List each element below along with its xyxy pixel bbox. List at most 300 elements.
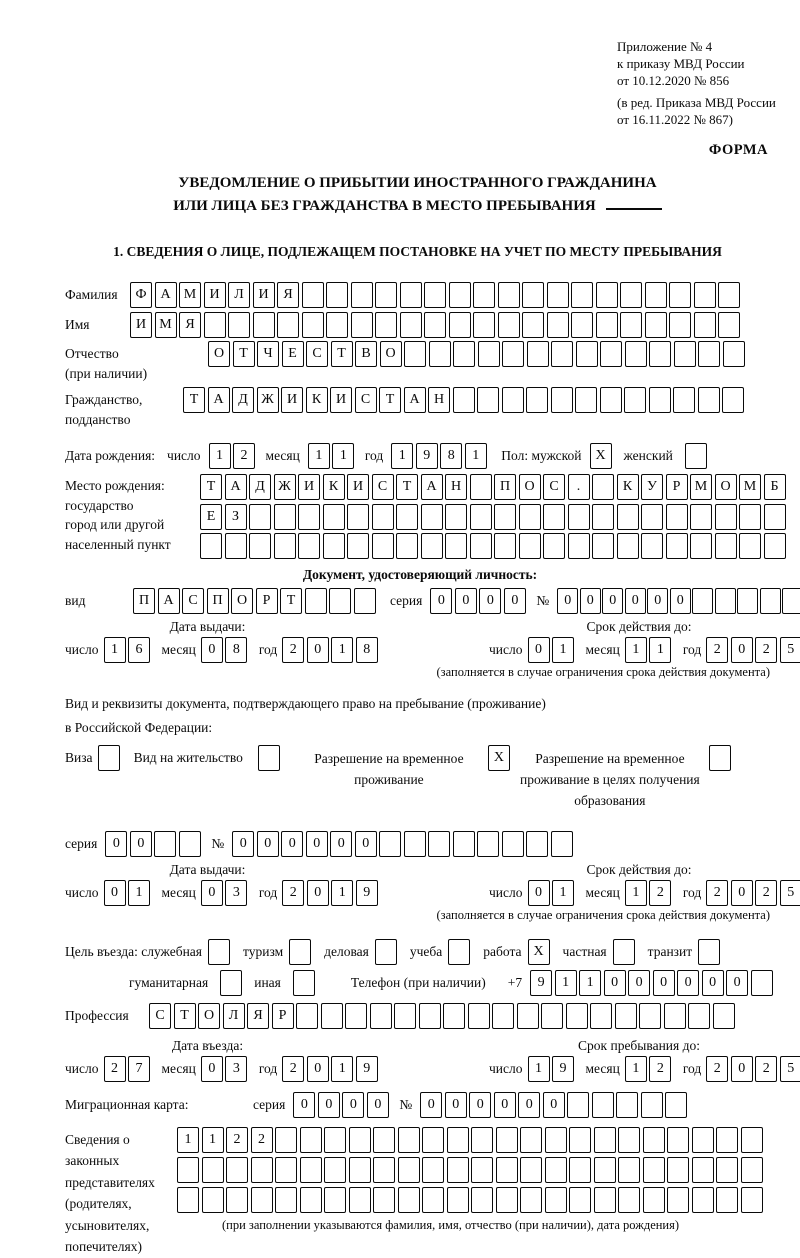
char-cell[interactable]: 0 [307, 1056, 329, 1082]
char-cell[interactable] [324, 1127, 346, 1153]
char-cell[interactable]: Д [232, 387, 254, 413]
char-cell[interactable] [249, 533, 271, 559]
char-cell[interactable] [422, 1127, 444, 1153]
char-cell[interactable] [716, 1127, 738, 1153]
char-cell[interactable]: Ж [274, 474, 296, 500]
char-cell[interactable]: Т [396, 474, 418, 500]
char-cell[interactable]: 0 [677, 970, 699, 996]
char-cell[interactable]: И [204, 282, 226, 308]
char-cell[interactable] [592, 504, 614, 530]
char-cell[interactable] [329, 588, 351, 614]
char-cell[interactable] [468, 1003, 490, 1029]
char-cell[interactable] [694, 312, 716, 338]
char-cell[interactable]: 0 [201, 880, 223, 906]
char-cell[interactable] [275, 1127, 297, 1153]
char-cell[interactable] [592, 533, 614, 559]
char-cell[interactable] [594, 1157, 616, 1183]
char-cell[interactable]: К [323, 474, 345, 500]
purpose-work-checkbox[interactable]: X [528, 939, 550, 965]
char-cell[interactable] [547, 282, 569, 308]
char-cell[interactable]: П [133, 588, 155, 614]
char-cell[interactable] [226, 1157, 248, 1183]
char-cell[interactable] [741, 1127, 763, 1153]
char-cell[interactable] [641, 504, 663, 530]
char-cell[interactable]: О [715, 474, 737, 500]
char-cell[interactable] [520, 1127, 542, 1153]
char-cell[interactable] [620, 282, 642, 308]
char-cell[interactable] [470, 533, 492, 559]
char-cell[interactable] [321, 1003, 343, 1029]
char-cell[interactable] [643, 1157, 665, 1183]
char-cell[interactable] [228, 312, 250, 338]
char-cell[interactable] [494, 533, 516, 559]
char-cell[interactable]: 1 [209, 443, 231, 469]
char-cell[interactable] [347, 533, 369, 559]
char-cell[interactable] [715, 533, 737, 559]
char-cell[interactable] [324, 1187, 346, 1213]
char-cell[interactable] [566, 1003, 588, 1029]
char-cell[interactable] [422, 1187, 444, 1213]
char-cell[interactable] [716, 1187, 738, 1213]
char-cell[interactable] [502, 387, 524, 413]
char-cell[interactable] [545, 1127, 567, 1153]
char-cell[interactable] [347, 504, 369, 530]
char-cell[interactable]: И [298, 474, 320, 500]
char-cell[interactable]: 2 [755, 880, 777, 906]
char-cell[interactable]: 2 [706, 1056, 728, 1082]
char-cell[interactable] [449, 312, 471, 338]
char-cell[interactable] [741, 1157, 763, 1183]
char-cell[interactable] [545, 1187, 567, 1213]
char-cell[interactable]: 2 [251, 1127, 273, 1153]
char-cell[interactable]: 1 [552, 637, 574, 663]
char-cell[interactable] [398, 1187, 420, 1213]
char-cell[interactable]: Ф [130, 282, 152, 308]
char-cell[interactable] [739, 504, 761, 530]
char-cell[interactable] [494, 504, 516, 530]
char-cell[interactable]: Р [256, 588, 278, 614]
char-cell[interactable]: 1 [552, 880, 574, 906]
char-cell[interactable] [615, 1003, 637, 1029]
char-cell[interactable] [667, 1127, 689, 1153]
char-cell[interactable] [351, 282, 373, 308]
char-cell[interactable] [718, 282, 740, 308]
char-cell[interactable] [664, 1003, 686, 1029]
char-cell[interactable]: 0 [625, 588, 646, 614]
char-cell[interactable] [422, 1157, 444, 1183]
char-cell[interactable] [522, 312, 544, 338]
char-cell[interactable] [751, 970, 773, 996]
char-cell[interactable]: 9 [356, 880, 378, 906]
char-cell[interactable] [715, 504, 737, 530]
char-cell[interactable] [645, 312, 667, 338]
char-cell[interactable]: 2 [104, 1056, 126, 1082]
char-cell[interactable] [470, 474, 492, 500]
char-cell[interactable]: А [158, 588, 180, 614]
char-cell[interactable]: Р [272, 1003, 294, 1029]
char-cell[interactable] [600, 387, 622, 413]
char-cell[interactable] [445, 533, 467, 559]
char-cell[interactable] [202, 1157, 224, 1183]
char-cell[interactable] [447, 1127, 469, 1153]
char-cell[interactable]: 0 [518, 1092, 540, 1118]
char-cell[interactable] [596, 282, 618, 308]
char-cell[interactable]: А [404, 387, 426, 413]
char-cell[interactable] [473, 312, 495, 338]
char-cell[interactable] [692, 1127, 714, 1153]
char-cell[interactable] [302, 282, 324, 308]
char-cell[interactable] [154, 831, 176, 857]
char-cell[interactable]: А [208, 387, 230, 413]
char-cell[interactable]: И [281, 387, 303, 413]
char-cell[interactable]: О [208, 341, 230, 367]
char-cell[interactable]: 0 [602, 588, 623, 614]
char-cell[interactable]: 0 [130, 831, 152, 857]
char-cell[interactable]: 0 [367, 1092, 389, 1118]
char-cell[interactable] [551, 387, 573, 413]
char-cell[interactable]: 2 [649, 880, 671, 906]
char-cell[interactable]: 2 [282, 880, 304, 906]
char-cell[interactable] [764, 504, 786, 530]
char-cell[interactable] [519, 504, 541, 530]
char-cell[interactable]: 0 [420, 1092, 442, 1118]
char-cell[interactable]: П [207, 588, 229, 614]
char-cell[interactable] [372, 533, 394, 559]
char-cell[interactable]: 0 [647, 588, 668, 614]
char-cell[interactable] [177, 1187, 199, 1213]
char-cell[interactable] [477, 387, 499, 413]
char-cell[interactable] [526, 831, 548, 857]
char-cell[interactable] [764, 533, 786, 559]
char-cell[interactable] [547, 312, 569, 338]
char-cell[interactable]: 1 [555, 970, 577, 996]
char-cell[interactable] [620, 312, 642, 338]
char-cell[interactable]: М [155, 312, 177, 338]
char-cell[interactable] [551, 831, 573, 857]
char-cell[interactable] [760, 588, 781, 614]
char-cell[interactable] [498, 312, 520, 338]
char-cell[interactable] [296, 1003, 318, 1029]
char-cell[interactable]: О [231, 588, 253, 614]
char-cell[interactable] [496, 1157, 518, 1183]
char-cell[interactable] [665, 1092, 687, 1118]
char-cell[interactable]: 1 [331, 1056, 353, 1082]
char-cell[interactable]: 0 [201, 1056, 223, 1082]
char-cell[interactable] [351, 312, 373, 338]
char-cell[interactable] [594, 1127, 616, 1153]
char-cell[interactable] [253, 312, 275, 338]
char-cell[interactable]: А [225, 474, 247, 500]
char-cell[interactable]: 0 [318, 1092, 340, 1118]
char-cell[interactable] [177, 1157, 199, 1183]
char-cell[interactable]: 2 [282, 1056, 304, 1082]
char-cell[interactable] [567, 1092, 589, 1118]
char-cell[interactable] [669, 282, 691, 308]
char-cell[interactable]: О [198, 1003, 220, 1029]
char-cell[interactable] [641, 1092, 663, 1118]
char-cell[interactable] [453, 341, 475, 367]
char-cell[interactable]: Т [200, 474, 222, 500]
char-cell[interactable]: 3 [225, 1056, 247, 1082]
char-cell[interactable] [669, 312, 691, 338]
char-cell[interactable] [421, 504, 443, 530]
purpose-tourism-checkbox[interactable] [289, 939, 311, 965]
char-cell[interactable] [692, 1157, 714, 1183]
char-cell[interactable]: К [617, 474, 639, 500]
char-cell[interactable]: 1 [528, 1056, 550, 1082]
char-cell[interactable]: 2 [649, 1056, 671, 1082]
char-cell[interactable]: 0 [342, 1092, 364, 1118]
char-cell[interactable] [641, 533, 663, 559]
char-cell[interactable] [522, 282, 544, 308]
char-cell[interactable]: П [494, 474, 516, 500]
char-cell[interactable] [349, 1127, 371, 1153]
char-cell[interactable] [688, 1003, 710, 1029]
purpose-other-checkbox[interactable] [293, 970, 315, 996]
char-cell[interactable]: 0 [330, 831, 352, 857]
char-cell[interactable]: Т [183, 387, 205, 413]
char-cell[interactable]: 0 [528, 637, 550, 663]
purpose-transit-checkbox[interactable] [698, 939, 720, 965]
char-cell[interactable] [478, 341, 500, 367]
char-cell[interactable]: М [690, 474, 712, 500]
char-cell[interactable] [379, 831, 401, 857]
char-cell[interactable] [625, 341, 647, 367]
char-cell[interactable] [517, 1003, 539, 1029]
char-cell[interactable] [300, 1127, 322, 1153]
purpose-private-checkbox[interactable] [613, 939, 635, 965]
char-cell[interactable] [274, 533, 296, 559]
char-cell[interactable] [616, 1092, 638, 1118]
char-cell[interactable]: Ч [257, 341, 279, 367]
char-cell[interactable] [400, 312, 422, 338]
char-cell[interactable]: . [568, 474, 590, 500]
char-cell[interactable]: 0 [702, 970, 724, 996]
char-cell[interactable] [645, 282, 667, 308]
char-cell[interactable] [226, 1187, 248, 1213]
char-cell[interactable] [600, 341, 622, 367]
char-cell[interactable] [690, 504, 712, 530]
char-cell[interactable] [179, 831, 201, 857]
char-cell[interactable] [739, 533, 761, 559]
char-cell[interactable] [590, 1003, 612, 1029]
char-cell[interactable] [373, 1157, 395, 1183]
char-cell[interactable]: 0 [557, 588, 578, 614]
char-cell[interactable]: 1 [177, 1127, 199, 1153]
char-cell[interactable]: 1 [465, 443, 487, 469]
char-cell[interactable]: 2 [755, 637, 777, 663]
char-cell[interactable] [541, 1003, 563, 1029]
char-cell[interactable] [324, 1157, 346, 1183]
char-cell[interactable]: 0 [281, 831, 303, 857]
char-cell[interactable] [718, 312, 740, 338]
char-cell[interactable] [300, 1157, 322, 1183]
char-cell[interactable]: Т [331, 341, 353, 367]
char-cell[interactable] [617, 504, 639, 530]
char-cell[interactable] [398, 1157, 420, 1183]
char-cell[interactable]: 0 [293, 1092, 315, 1118]
char-cell[interactable] [275, 1157, 297, 1183]
char-cell[interactable]: И [330, 387, 352, 413]
char-cell[interactable] [624, 387, 646, 413]
char-cell[interactable] [274, 504, 296, 530]
char-cell[interactable]: 2 [706, 880, 728, 906]
char-cell[interactable]: 2 [282, 637, 304, 663]
char-cell[interactable]: 1 [649, 637, 671, 663]
char-cell[interactable] [447, 1187, 469, 1213]
char-cell[interactable] [398, 1127, 420, 1153]
char-cell[interactable] [694, 282, 716, 308]
char-cell[interactable] [323, 533, 345, 559]
char-cell[interactable] [477, 831, 499, 857]
char-cell[interactable]: Л [228, 282, 250, 308]
purpose-business-checkbox[interactable] [375, 939, 397, 965]
char-cell[interactable]: 9 [552, 1056, 574, 1082]
char-cell[interactable]: З [225, 504, 247, 530]
char-cell[interactable]: 1 [202, 1127, 224, 1153]
char-cell[interactable] [543, 533, 565, 559]
char-cell[interactable] [527, 341, 549, 367]
char-cell[interactable]: Б [764, 474, 786, 500]
char-cell[interactable]: 0 [479, 588, 501, 614]
char-cell[interactable]: 0 [469, 1092, 491, 1118]
char-cell[interactable] [404, 341, 426, 367]
char-cell[interactable] [592, 1092, 614, 1118]
char-cell[interactable]: 9 [416, 443, 438, 469]
char-cell[interactable]: 0 [580, 588, 601, 614]
char-cell[interactable] [302, 312, 324, 338]
char-cell[interactable] [471, 1187, 493, 1213]
char-cell[interactable] [673, 387, 695, 413]
female-checkbox[interactable] [685, 443, 707, 469]
char-cell[interactable]: У [641, 474, 663, 500]
char-cell[interactable] [741, 1187, 763, 1213]
char-cell[interactable] [569, 1127, 591, 1153]
char-cell[interactable] [643, 1127, 665, 1153]
char-cell[interactable]: 0 [670, 588, 691, 614]
char-cell[interactable]: 1 [332, 443, 354, 469]
char-cell[interactable] [674, 341, 696, 367]
char-cell[interactable] [200, 533, 222, 559]
char-cell[interactable]: 1 [579, 970, 601, 996]
purpose-humanitarian-checkbox[interactable] [220, 970, 242, 996]
temp-residence-edu-checkbox[interactable] [709, 745, 731, 771]
char-cell[interactable] [618, 1127, 640, 1153]
char-cell[interactable]: А [155, 282, 177, 308]
char-cell[interactable]: 0 [494, 1092, 516, 1118]
char-cell[interactable] [690, 533, 712, 559]
char-cell[interactable]: 0 [726, 970, 748, 996]
char-cell[interactable] [692, 588, 713, 614]
char-cell[interactable] [473, 282, 495, 308]
char-cell[interactable]: 2 [226, 1127, 248, 1153]
char-cell[interactable] [698, 341, 720, 367]
char-cell[interactable]: Т [379, 387, 401, 413]
char-cell[interactable] [428, 831, 450, 857]
char-cell[interactable] [520, 1187, 542, 1213]
char-cell[interactable]: 0 [445, 1092, 467, 1118]
char-cell[interactable]: Л [223, 1003, 245, 1029]
char-cell[interactable] [618, 1187, 640, 1213]
char-cell[interactable] [373, 1187, 395, 1213]
char-cell[interactable] [643, 1187, 665, 1213]
char-cell[interactable] [492, 1003, 514, 1029]
char-cell[interactable]: Н [445, 474, 467, 500]
char-cell[interactable]: 2 [755, 1056, 777, 1082]
char-cell[interactable] [305, 588, 327, 614]
char-cell[interactable] [713, 1003, 735, 1029]
char-cell[interactable]: С [306, 341, 328, 367]
char-cell[interactable]: 9 [356, 1056, 378, 1082]
char-cell[interactable]: И [253, 282, 275, 308]
char-cell[interactable] [723, 341, 745, 367]
char-cell[interactable] [349, 1187, 371, 1213]
char-cell[interactable]: 0 [653, 970, 675, 996]
char-cell[interactable] [394, 1003, 416, 1029]
char-cell[interactable] [471, 1157, 493, 1183]
char-cell[interactable] [443, 1003, 465, 1029]
char-cell[interactable] [453, 831, 475, 857]
char-cell[interactable]: 5 [780, 637, 800, 663]
char-cell[interactable] [667, 1157, 689, 1183]
char-cell[interactable] [345, 1003, 367, 1029]
char-cell[interactable]: 5 [780, 1056, 800, 1082]
char-cell[interactable] [568, 533, 590, 559]
char-cell[interactable] [737, 588, 758, 614]
char-cell[interactable] [372, 504, 394, 530]
char-cell[interactable]: 1 [331, 637, 353, 663]
purpose-study-checkbox[interactable] [448, 939, 470, 965]
char-cell[interactable]: 0 [257, 831, 279, 857]
char-cell[interactable] [449, 282, 471, 308]
char-cell[interactable] [396, 533, 418, 559]
char-cell[interactable]: 2 [706, 637, 728, 663]
char-cell[interactable] [569, 1157, 591, 1183]
char-cell[interactable]: 1 [128, 880, 150, 906]
temp-residence-checkbox[interactable]: X [488, 745, 510, 771]
char-cell[interactable] [526, 387, 548, 413]
char-cell[interactable]: 1 [391, 443, 413, 469]
char-cell[interactable] [445, 504, 467, 530]
char-cell[interactable]: Р [666, 474, 688, 500]
char-cell[interactable]: Я [179, 312, 201, 338]
char-cell[interactable] [251, 1187, 273, 1213]
char-cell[interactable] [424, 282, 446, 308]
char-cell[interactable] [502, 341, 524, 367]
char-cell[interactable]: И [130, 312, 152, 338]
char-cell[interactable]: Н [428, 387, 450, 413]
char-cell[interactable]: 0 [201, 637, 223, 663]
char-cell[interactable]: М [179, 282, 201, 308]
char-cell[interactable] [596, 312, 618, 338]
char-cell[interactable] [354, 588, 376, 614]
char-cell[interactable]: 9 [530, 970, 552, 996]
char-cell[interactable]: 0 [105, 831, 127, 857]
char-cell[interactable] [326, 312, 348, 338]
residence-permit-checkbox[interactable] [258, 745, 280, 771]
char-cell[interactable]: 2 [233, 443, 255, 469]
char-cell[interactable]: Е [282, 341, 304, 367]
char-cell[interactable] [375, 312, 397, 338]
char-cell[interactable]: 0 [604, 970, 626, 996]
char-cell[interactable]: 8 [356, 637, 378, 663]
char-cell[interactable] [543, 504, 565, 530]
char-cell[interactable]: Ж [257, 387, 279, 413]
char-cell[interactable]: 1 [308, 443, 330, 469]
char-cell[interactable] [470, 504, 492, 530]
char-cell[interactable]: 0 [731, 637, 753, 663]
char-cell[interactable] [249, 504, 271, 530]
